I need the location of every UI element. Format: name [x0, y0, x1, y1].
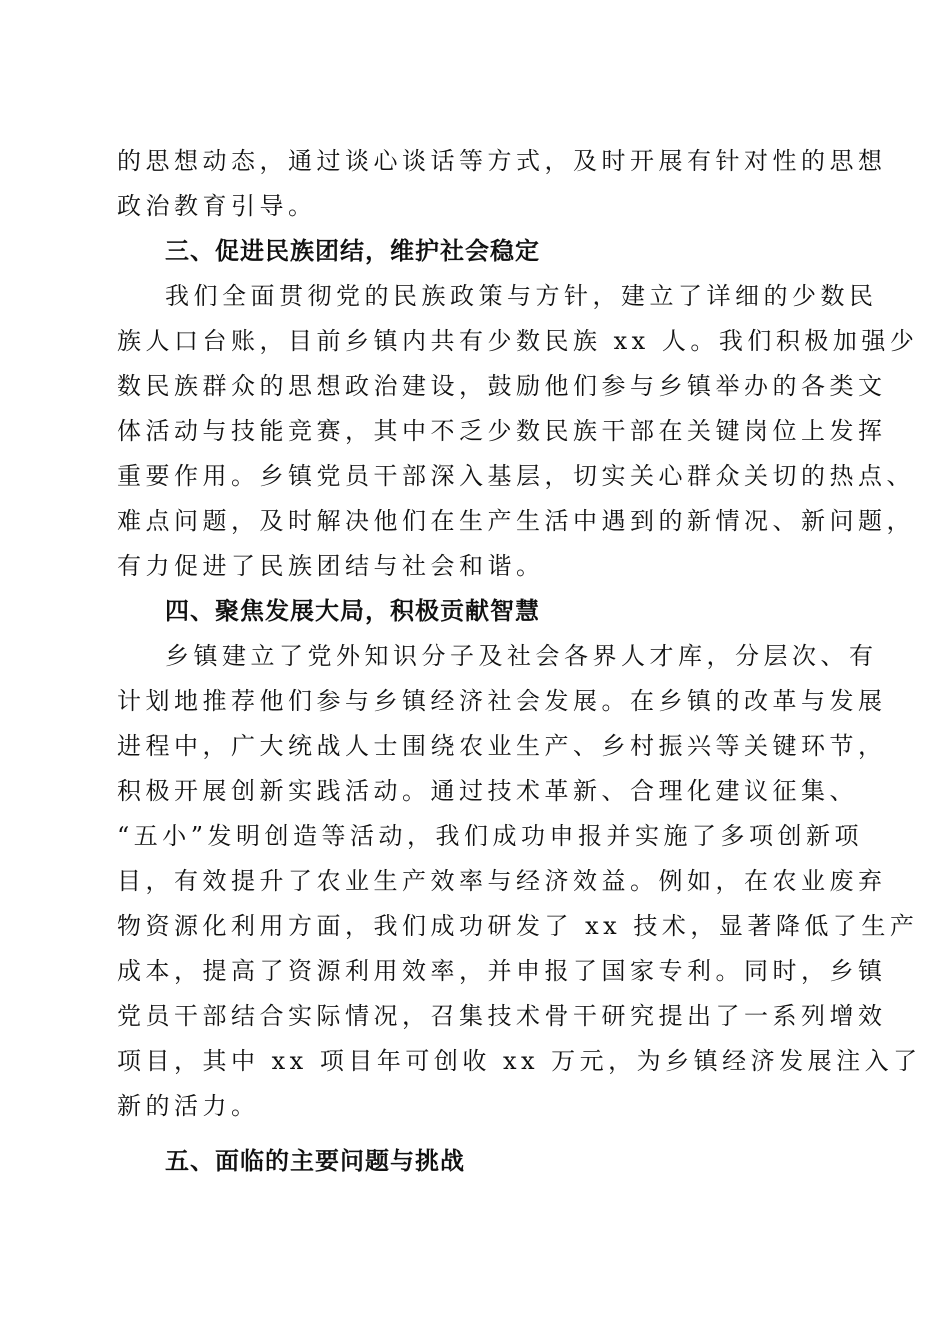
text-line: 我们全面贯彻党的民族政策与方针，建立了详细的少数民 [165, 282, 878, 310]
text-line: 项目，其中 xx 项目年可创收 xx 万元，为乡镇经济发展注入了 [117, 1047, 922, 1075]
text-line: 乡镇建立了党外知识分子及社会各界人才库，分层次、有 [165, 642, 878, 670]
text-line: 目，有效提升了农业生产效率与经济效益。例如，在农业废弃 [117, 867, 887, 895]
text-line: “五小”发明创造等活动，我们成功申报并实施了多项创新项 [117, 822, 864, 850]
section-heading-3: 三、促进民族团结，维护社会稳定 [165, 237, 540, 265]
text-line: 进程中，广大统战人士围绕农业生产、乡村振兴等关键环节， [117, 732, 887, 760]
section-heading-4: 四、聚焦发展大局，积极贡献智慧 [165, 597, 540, 625]
text-line: 有力促进了民族团结与社会和谐。 [117, 552, 545, 580]
text-line: 物资源化利用方面，我们成功研发了 xx 技术，显著降低了生产 [117, 912, 919, 940]
text-line: 数民族群众的思想政治建设，鼓励他们参与乡镇举办的各类文 [117, 372, 887, 400]
paragraph-ethnic-unity [117, 274, 919, 589]
text-line: 积极开展创新实践活动。通过技术革新、合理化建议征集、 [117, 777, 858, 805]
text-line: 难点问题，及时解决他们在生产生活中遇到的新情况、新问题， [117, 507, 915, 535]
text-line: 计划地推荐他们参与乡镇经济社会发展。在乡镇的改革与发展 [117, 687, 887, 715]
text-line: 新的活力。 [117, 1092, 260, 1120]
text-line: 成本，提高了资源利用效率，并申报了国家专利。同时，乡镇 [117, 957, 887, 985]
text-line: 族人口台账，目前乡镇内共有少数民族 xx 人。我们积极加强少 [117, 327, 919, 355]
text-line: 的思想动态，通过谈心谈话等方式，及时开展有针对性的思想 [117, 147, 887, 175]
paragraph-development [117, 634, 922, 1129]
document-body [117, 139, 922, 1184]
section-heading-5: 五、面临的主要问题与挑战 [165, 1147, 465, 1175]
text-line: 体活动与技能竞赛，其中不乏少数民族干部在关键岗位上发挥 [117, 417, 887, 445]
text-line: 重要作用。乡镇党员干部深入基层，切实关心群众关切的热点、 [117, 462, 915, 490]
paragraph-continuation [117, 139, 887, 229]
text-line: 政治教育引导。 [117, 192, 317, 220]
text-line: 党员干部结合实际情况，召集技术骨干研究提出了一系列增效 [117, 1002, 887, 1030]
